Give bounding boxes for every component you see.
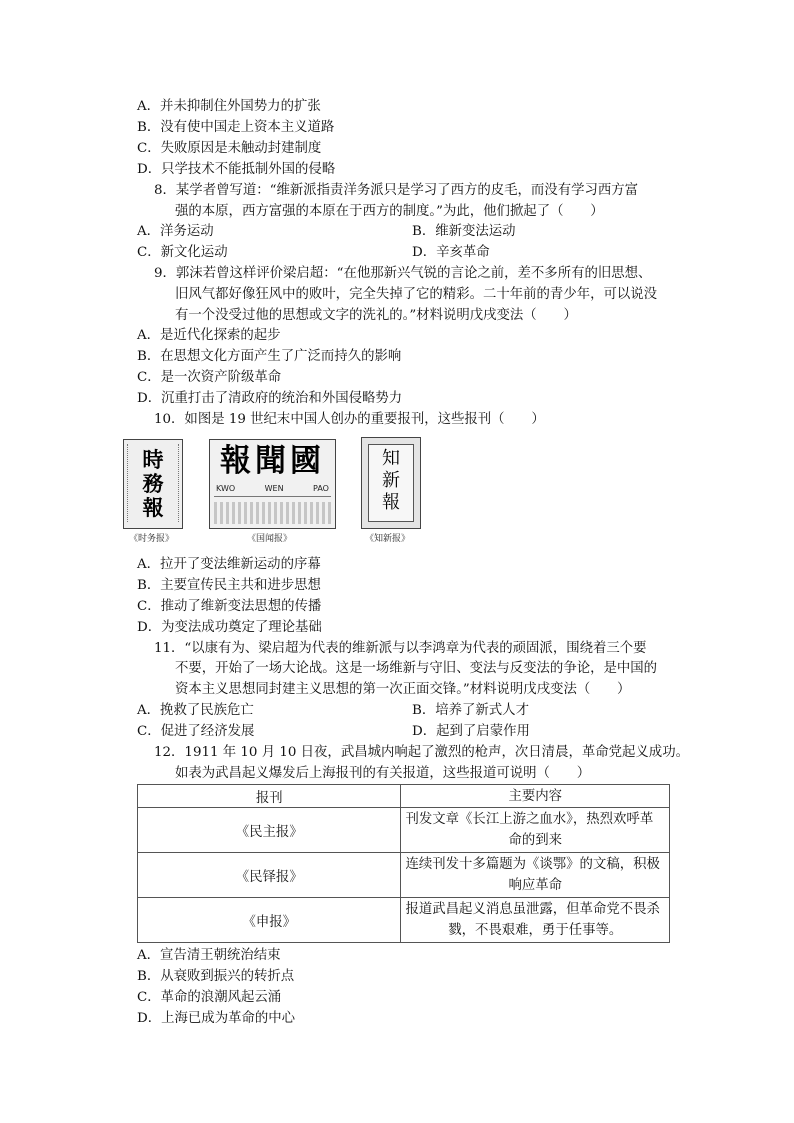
q7-option-c: C．失败原因是未触动封建制度: [137, 141, 322, 156]
q8-option-b: B．维新变法运动: [412, 224, 516, 239]
q11-option-c: C．促进了经济发展: [137, 724, 255, 739]
table-header-row: [138, 785, 670, 808]
q9-stem-line1: 9．郭沫若曾这样评价梁启超：“在他那新兴气锐的言论之前，差不多所有的旧思想、: [154, 266, 652, 281]
q8-option-a: A．洋务运动: [137, 224, 214, 239]
guowenbao-image: [209, 439, 336, 529]
q9-stem-line3: 有一个没受过他的思想或文字的洗礼的。”材料说明戊戌变法（ ）: [175, 308, 577, 323]
table-cell-paper: 《申报》: [138, 898, 401, 943]
q12-stem-line1: 12．1911 年 10 月 10 日夜，武昌城内响起了激烈的枪声，次日清晨，革命党起义成功。: [154, 745, 689, 760]
q11-option-b: B．培养了新式人才: [412, 703, 529, 718]
q9-option-b: B．在思想文化方面产生了广泛而持久的影响: [137, 349, 402, 364]
q10-option-a: A．拉开了变法维新运动的序幕: [137, 557, 321, 572]
q11-option-a: A．挽救了民族危亡: [137, 703, 254, 718]
q12-option-c: C．革命的浪潮风起云涌: [137, 990, 282, 1005]
table-cell-content: [401, 853, 670, 898]
q9-stem-line2: 旧风气都好像狂风中的败叶，完全失掉了它的精彩。二十年前的青少年，可以说没: [175, 287, 658, 302]
q12-stem-line2: 如表为武昌起义爆发后上海报刊的有关报道，这些报道可说明（ ）: [175, 766, 591, 781]
table-row: [138, 898, 670, 943]
shiwubao-image: [123, 439, 183, 529]
table-cell-content: [401, 808, 670, 853]
q11-stem-line3: 资本主义思想同封建主义思想的第一次正面交锋。”材料说明戊戌变法（ ）: [175, 682, 631, 697]
q8-stem-line2: 强的本原，西方富强的本原在于西方的制度。”为此，他们掀起了（ ）: [175, 204, 604, 219]
guowenbao-masthead: 報聞國: [220, 443, 325, 479]
guowenbao-roman-3: PAO: [313, 484, 329, 493]
content-line: 报道武昌起义消息虽泄露，但革命党不畏杀: [405, 902, 660, 917]
q7-option-b: B．没有使中国走上资本主义道路: [137, 120, 335, 135]
table-cell-paper: 《民铎报》: [138, 853, 401, 898]
guowenbao-roman-2: WEN: [264, 484, 284, 493]
q10-option-b: B．主要宣传民主共和进步思想: [137, 578, 321, 593]
content-line: 命的到来: [508, 833, 563, 848]
table-row: [138, 808, 670, 853]
q8-option-d: D．辛亥革命: [412, 245, 490, 260]
q12-option-a: A．宣告清王朝统治结束: [137, 948, 281, 963]
content-line: 响应革命: [508, 878, 563, 893]
q7-option-a: A．并未抑制住外国势力的扩张: [137, 99, 321, 114]
table-cell-content: [401, 898, 670, 943]
q9-option-d: D．沉重打击了清政府的统治和外国侵略势力: [137, 391, 403, 406]
table-cell-paper: 《民主报》: [138, 808, 401, 853]
q9-option-c: C．是一次资产阶级革命: [137, 370, 282, 385]
table-header-paper: 报刊: [138, 785, 401, 808]
q11-stem-line2: 不要，开始了一场大论战。这是一场维新与守旧、变法与反变法的争论，是中国的: [175, 661, 658, 676]
shiwubao-masthead: 時務報: [142, 447, 164, 520]
zhixinbao-masthead: 知新報: [382, 448, 400, 513]
q8-option-c: C．新文化运动: [137, 245, 228, 260]
zhixinbao-caption: 《知新报》: [365, 534, 411, 544]
q11-option-d: D．起到了启蒙作用: [412, 724, 530, 739]
q11-stem-line1: 11．“以康有为、梁启超为代表的维新派与以李鸿章为代表的顽固派，围绕着三个要: [154, 641, 647, 656]
q12-option-b: B．从衰败到振兴的转折点: [137, 969, 295, 984]
q12-option-d: D．上海已成为革命的中心: [137, 1011, 296, 1026]
content-line: 刊发文章《长江上游之血水》，热烈欢呼革: [405, 812, 654, 827]
q9-option-a: A．是近代化探索的起步: [137, 328, 281, 343]
q8-stem-line1: 8．某学者曾写道：“维新派指责洋务派只是学习了西方的皮毛，而没有学习西方富: [154, 183, 639, 198]
q7-option-d: D．只学技术不能抵制外国的侵略: [137, 162, 336, 177]
content-line: 连续刊发十多篇题为《谈鄂》的文稿，积极: [405, 857, 660, 872]
q10-option-d: D．为变法成功奠定了理论基础: [137, 620, 322, 635]
newspaper-report-table: [137, 784, 670, 943]
q10-option-c: C．推动了维新变法思想的传播: [137, 599, 322, 614]
guowenbao-roman-1: KWO: [216, 484, 236, 493]
zhixinbao-image: [361, 437, 421, 529]
content-line: 戮，不畏艰难，勇于任事等。: [448, 923, 623, 938]
shiwubao-caption: 《时务报》: [129, 534, 175, 544]
q10-stem: 10．如图是 19 世纪末中国人创办的重要报刊，这些报刊（ ）: [154, 412, 545, 427]
table-header-content: 主要内容: [401, 785, 670, 808]
newspaper-images: [117, 437, 427, 545]
guowenbao-caption: 《国闻报》: [247, 534, 293, 544]
table-row: [138, 853, 670, 898]
